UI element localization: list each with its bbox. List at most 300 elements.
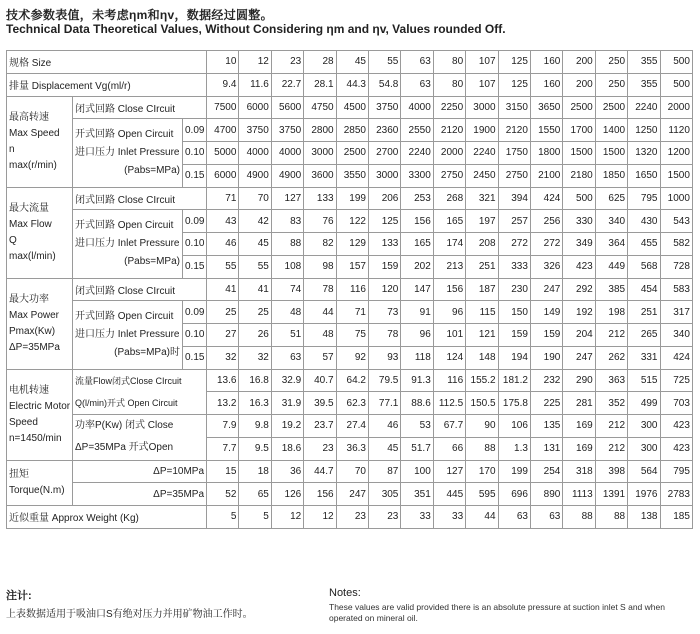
value-cell: 44.7 [304,460,336,483]
value-cell: 6000 [207,164,239,187]
value-cell: 3750 [368,96,400,119]
value-cell: 2550 [401,119,433,142]
value-cell: 107 [466,51,498,74]
value-cell: 187 [466,278,498,301]
value-cell: 1800 [530,142,562,165]
value-cell: 1750 [498,142,530,165]
value-cell: 88 [466,437,498,460]
value-cell: 63 [401,51,433,74]
value-cell: 96 [401,324,433,347]
value-cell: 272 [530,233,562,256]
value-cell: 4000 [239,142,271,165]
value-cell: 170 [466,460,498,483]
value-cell: 6000 [239,96,271,119]
value-cell: 262 [595,346,627,369]
value-cell: 70 [336,460,368,483]
inlet-pressure-value: 0.10 [183,233,207,256]
value-cell: 67.7 [433,415,465,438]
value-cell: 564 [628,460,660,483]
value-cell: 2360 [368,119,400,142]
value-cell: 165 [433,210,465,233]
value-cell: 41 [207,278,239,301]
value-cell: 1250 [628,119,660,142]
value-cell: 333 [498,255,530,278]
group-label-line: 电机转速 [9,384,49,396]
value-cell: 73 [368,301,400,324]
group-label-line: ΔP=35MPa [9,341,60,353]
value-cell: 41 [239,278,271,301]
value-cell: 42 [239,210,271,233]
value-cell: 32 [239,346,271,369]
value-cell: 36.3 [336,437,368,460]
inlet-pressure-value: 0.15 [183,255,207,278]
value-cell: 169 [563,415,595,438]
group-label-line: Speed [9,416,38,428]
value-cell: 3750 [271,119,303,142]
displacement-label: 排量 Displacement Vg(ml/r) [7,73,207,96]
value-cell: 75 [336,324,368,347]
value-cell: 265 [628,324,660,347]
group-label-line: Q [9,234,17,246]
group-label-line: Max Speed [9,127,60,139]
value-cell: 2700 [368,142,400,165]
value-cell: 2000 [660,96,692,119]
value-cell: 36 [271,460,303,483]
value-cell: 2850 [336,119,368,142]
value-cell: 583 [660,278,692,301]
value-cell: 91.3 [401,369,433,392]
value-cell: 212 [595,415,627,438]
value-cell: 76 [304,210,336,233]
value-cell: 100 [401,460,433,483]
value-cell: 2120 [498,119,530,142]
note-cn-title: 注计: [6,590,32,602]
inlet-pressure-value: 0.09 [183,210,207,233]
value-cell: 55 [207,255,239,278]
group-label-line: 最大功率 [9,293,49,305]
motor-power-line: ΔP=35MPa 开式Open [75,442,174,454]
value-cell: 87 [368,460,400,483]
table-row [7,415,693,438]
value-cell: 57 [304,346,336,369]
value-cell: 2120 [433,119,465,142]
value-cell: 18.6 [271,437,303,460]
open-circuit-line: (Pabs=MPa) [124,164,180,176]
value-cell: 500 [660,73,692,96]
value-cell: 247 [336,483,368,506]
group-label-line: n [9,143,15,155]
value-cell: 2800 [304,119,336,142]
value-cell: 1200 [660,142,692,165]
value-cell: 121 [466,324,498,347]
value-cell: 1500 [595,142,627,165]
value-cell: 138 [628,506,660,529]
group-label-line: max(r/min) [9,159,57,171]
value-cell: 3000 [466,96,498,119]
value-cell: 66 [433,437,465,460]
value-cell: 595 [466,483,498,506]
value-cell: 1850 [595,164,627,187]
value-cell: 4750 [304,96,336,119]
value-cell: 63 [401,73,433,96]
value-cell: 330 [563,210,595,233]
table-row [7,73,693,96]
value-cell: 212 [595,437,627,460]
value-cell: 5 [239,506,271,529]
value-cell: 200 [563,51,595,74]
value-cell: 27.4 [336,415,368,438]
value-cell: 625 [595,187,627,210]
value-cell: 88 [563,506,595,529]
value-cell: 326 [530,255,562,278]
value-cell: 9.8 [239,415,271,438]
value-cell: 64.2 [336,369,368,392]
inlet-pressure-value: 0.10 [183,324,207,347]
value-cell: 15 [207,460,239,483]
value-cell: 7.9 [207,415,239,438]
value-cell: 305 [368,483,400,506]
value-cell: 83 [271,210,303,233]
value-cell: 156 [433,278,465,301]
value-cell: 194 [498,346,530,369]
group-label-line: n=1450/min [9,432,62,444]
motor-power-line: 功率P(Kw) 闭式 Close [75,420,174,432]
value-cell: 116 [336,278,368,301]
value-cell: 795 [628,187,660,210]
value-cell: 98 [304,255,336,278]
value-cell: 78 [304,278,336,301]
value-cell: 199 [336,187,368,210]
row-group-label [7,369,73,460]
value-cell: 25 [207,301,239,324]
size-label: 规格 Size [7,51,207,74]
value-cell: 122 [336,210,368,233]
value-cell: 190 [530,346,562,369]
value-cell: 5600 [271,96,303,119]
value-cell: 54.8 [368,73,400,96]
value-cell: 3000 [304,142,336,165]
value-cell: 107 [466,73,498,96]
value-cell: 13.2 [207,392,239,415]
open-circuit-label [73,301,183,369]
value-cell: 321 [466,187,498,210]
value-cell: 1900 [466,119,498,142]
inlet-pressure-value: 0.15 [183,164,207,187]
value-cell: 250 [595,73,627,96]
value-cell: 133 [368,233,400,256]
value-cell: 174 [433,233,465,256]
value-cell: 108 [271,255,303,278]
table-row [7,460,693,483]
value-cell: 281 [563,392,595,415]
inlet-pressure-value: 0.15 [183,346,207,369]
value-cell: 159 [368,255,400,278]
value-cell: 33 [401,506,433,529]
value-cell: 16.8 [239,369,271,392]
value-cell: 424 [660,346,692,369]
value-cell: 51.7 [401,437,433,460]
value-cell: 3000 [368,164,400,187]
value-cell: 349 [563,233,595,256]
value-cell: 147 [401,278,433,301]
group-label-line: Max Power [9,309,60,321]
value-cell: 124 [433,346,465,369]
value-cell: 48 [271,301,303,324]
value-cell: 16.3 [239,392,271,415]
value-cell: 116 [433,369,465,392]
value-cell: 318 [563,460,595,483]
note-cn-text: 上表数据适用于吸油口S有绝对压力并用矿物油工作时。 [6,609,253,620]
value-cell: 2240 [401,142,433,165]
value-cell: 156 [304,483,336,506]
value-cell: 82 [304,233,336,256]
value-cell: 725 [660,369,692,392]
open-circuit-line: 进口压力 Inlet Pressure [75,237,180,249]
table-row [7,506,693,529]
value-cell: 445 [433,483,465,506]
open-circuit-line: (Pabs=MPa) [124,255,180,267]
value-cell: 1320 [628,142,660,165]
value-cell: 251 [466,255,498,278]
value-cell: 1113 [563,483,595,506]
value-cell: 131 [530,437,562,460]
value-cell: 45 [368,437,400,460]
value-cell: 55 [239,255,271,278]
value-cell: 385 [595,278,627,301]
group-label-line: 最高转速 [9,111,49,123]
value-cell: 44.3 [336,73,368,96]
value-cell: 55 [368,51,400,74]
value-cell: 2240 [628,96,660,119]
value-cell: 430 [628,210,660,233]
value-cell: 25 [239,301,271,324]
value-cell: 1500 [563,142,595,165]
row-group-label [7,187,73,278]
row-group-label [7,96,73,187]
value-cell: 92 [336,346,368,369]
value-cell: 101 [433,324,465,347]
value-cell: 200 [563,73,595,96]
value-cell: 51 [271,324,303,347]
value-cell: 165 [401,233,433,256]
value-cell: 53 [401,415,433,438]
value-cell: 2180 [563,164,595,187]
value-cell: 13.6 [207,369,239,392]
group-label-line: Electric Motor [9,400,71,412]
row-group-label [7,278,73,369]
value-cell: 1976 [628,483,660,506]
value-cell: 1120 [660,119,692,142]
value-cell: 4900 [239,164,271,187]
value-cell: 33 [433,506,465,529]
value-cell: 156 [401,210,433,233]
value-cell: 31.9 [271,392,303,415]
group-label-line: Max Flow [9,218,52,230]
table-row [7,119,693,142]
closed-circuit-label: 闭式回路 Close CIrcuit [73,278,207,301]
value-cell: 44 [466,506,498,529]
closed-circuit-label: 闭式回路 Close CIrcuit [73,96,207,119]
value-cell: 2750 [498,164,530,187]
group-label-line: Pmax(Kw) [9,325,56,337]
motor-flow-line: Q(l/min)开式 Open Circuit [75,397,178,408]
value-cell: 88.6 [401,392,433,415]
value-cell: 204 [563,324,595,347]
value-cell: 150 [498,301,530,324]
title-english: Technical Data Theoretical Values, Without Considering ηm and ηv, Values rounded Off. [6,22,506,36]
value-cell: 1700 [563,119,595,142]
open-circuit-line: 开式回路 Open Circuit [75,219,174,231]
row-group-label [7,460,73,506]
value-cell: 125 [368,210,400,233]
value-cell: 300 [628,437,660,460]
value-cell: 115 [466,301,498,324]
value-cell: 352 [595,392,627,415]
value-cell: 129 [336,233,368,256]
value-cell: 127 [271,187,303,210]
value-cell: 364 [595,233,627,256]
value-cell: 125 [498,73,530,96]
value-cell: 71 [207,187,239,210]
value-cell: 12 [271,506,303,529]
value-cell: 212 [595,324,627,347]
value-cell: 250 [595,51,627,74]
value-cell: 12 [239,51,271,74]
value-cell: 7500 [207,96,239,119]
value-cell: 28.1 [304,73,336,96]
value-cell: 80 [433,73,465,96]
value-cell: 18 [239,460,271,483]
value-cell: 5000 [207,142,239,165]
table-row [7,187,693,210]
note-en-text: These values are valid provided there is an absolute pressure at suction inlet S and when operated on mineral oil. [329,602,665,623]
value-cell: 5 [207,506,239,529]
value-cell: 3300 [401,164,433,187]
value-cell: 43 [207,210,239,233]
value-cell: 2500 [595,96,627,119]
value-cell: 202 [401,255,433,278]
value-cell: 4900 [271,164,303,187]
value-cell: 568 [628,255,660,278]
value-cell: 175.8 [498,392,530,415]
value-cell: 32 [207,346,239,369]
value-cell: 4000 [401,96,433,119]
value-cell: 70 [239,187,271,210]
value-cell: 150.5 [466,392,498,415]
value-cell: 78 [368,324,400,347]
value-cell: 500 [660,51,692,74]
value-cell: 696 [498,483,530,506]
value-cell: 185 [660,506,692,529]
value-cell: 133 [304,187,336,210]
value-cell: 159 [530,324,562,347]
value-cell: 28 [304,51,336,74]
value-cell: 45 [336,51,368,74]
torque-pressure-label: ΔP=10MPa [73,460,207,483]
value-cell: 355 [628,73,660,96]
value-cell: 157 [336,255,368,278]
value-cell: 9.5 [239,437,271,460]
value-cell: 126 [271,483,303,506]
value-cell: 12 [304,506,336,529]
value-cell: 4700 [207,119,239,142]
value-cell: 106 [498,415,530,438]
value-cell: 247 [563,346,595,369]
motor-flow-label [73,369,207,415]
value-cell: 290 [563,369,595,392]
value-cell: 63 [530,506,562,529]
value-cell: 27 [207,324,239,347]
value-cell: 454 [628,278,660,301]
value-cell: 155.2 [466,369,498,392]
technical-data-table [6,50,693,529]
value-cell: 7.7 [207,437,239,460]
value-cell: 198 [595,301,627,324]
value-cell: 499 [628,392,660,415]
value-cell: 1400 [595,119,627,142]
value-cell: 423 [660,415,692,438]
value-cell: 112.5 [433,392,465,415]
value-cell: 159 [498,324,530,347]
value-cell: 3600 [304,164,336,187]
value-cell: 46 [207,233,239,256]
value-cell: 423 [660,437,692,460]
inlet-pressure-value: 0.09 [183,301,207,324]
value-cell: 93 [368,346,400,369]
value-cell: 795 [660,460,692,483]
value-cell: 2100 [530,164,562,187]
value-cell: 169 [563,437,595,460]
table-row [7,301,693,324]
value-cell: 39.5 [304,392,336,415]
value-cell: 2450 [466,164,498,187]
value-cell: 331 [628,346,660,369]
table-row [7,369,693,392]
value-cell: 340 [595,210,627,233]
value-cell: 23 [304,437,336,460]
value-cell: 256 [530,210,562,233]
value-cell: 206 [368,187,400,210]
value-cell: 65 [239,483,271,506]
title-chinese: 技术参数表值，未考虑ηm和ηv，数据经过圆整。 [6,8,273,22]
value-cell: 230 [498,278,530,301]
value-cell: 340 [660,324,692,347]
value-cell: 1650 [628,164,660,187]
motor-power-label [73,415,207,461]
value-cell: 1000 [660,187,692,210]
value-cell: 26 [239,324,271,347]
value-cell: 254 [530,460,562,483]
value-cell: 2500 [336,142,368,165]
value-cell: 2240 [466,142,498,165]
value-cell: 125 [498,51,530,74]
table-row [7,278,693,301]
group-label-line: max(l/min) [9,250,56,262]
value-cell: 63 [498,506,530,529]
value-cell: 728 [660,255,692,278]
value-cell: 127 [433,460,465,483]
value-cell: 197 [466,210,498,233]
value-cell: 268 [433,187,465,210]
value-cell: 394 [498,187,530,210]
value-cell: 11.6 [239,73,271,96]
value-cell: 63 [271,346,303,369]
value-cell: 703 [660,392,692,415]
value-cell: 213 [433,255,465,278]
value-cell: 4000 [271,142,303,165]
group-label-line: 最大流量 [9,202,49,214]
table-row [7,51,693,74]
